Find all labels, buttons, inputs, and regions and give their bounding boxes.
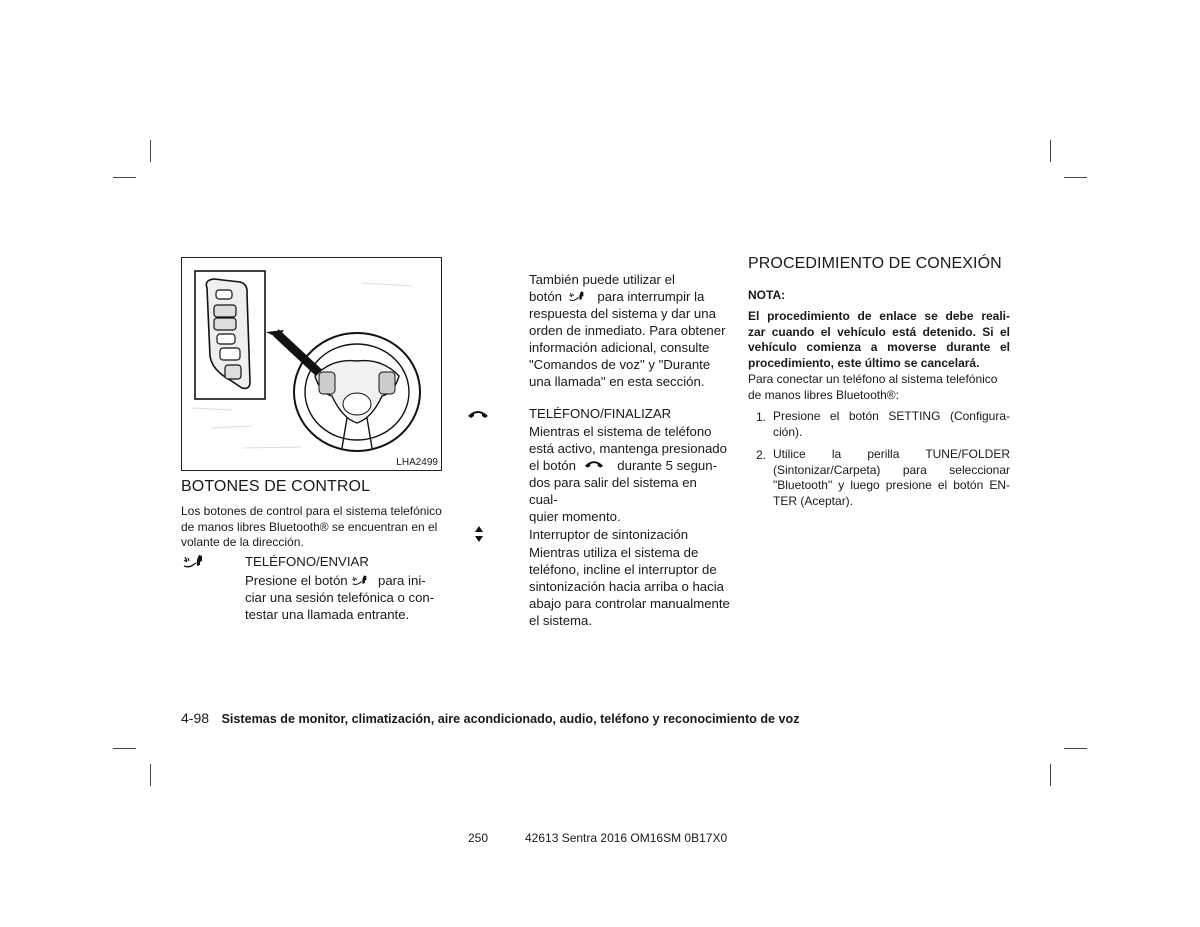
text: Utilice la perilla TUNE/FOLDER	[773, 447, 1010, 461]
text: durante 5 segun-	[617, 458, 717, 473]
text: "Comandos de voz" y "Durante	[529, 357, 711, 372]
chapter-title: Sistemas de monitor, climatización, aire acondicionado, audio, teléfono y reconocimiento de voz	[221, 712, 800, 726]
col3-intro	[748, 372, 1013, 403]
text: Mientras el sistema de teléfono	[529, 424, 712, 439]
nota-warning	[748, 309, 1010, 371]
text: Presione el botón	[245, 573, 348, 588]
intro-line: de manos libres Bluetooth® se encuentran en el	[181, 519, 438, 534]
crop-mark	[1050, 140, 1051, 162]
text: zar cuando el vehículo está detenido. Si el	[748, 324, 1010, 339]
item-title-telefono-enviar: TELÉFONO/ENVIAR	[245, 554, 369, 569]
text: Presione el botón SETTING (Configura-	[773, 409, 1010, 423]
crop-mark	[1064, 177, 1087, 178]
item-title-interruptor: Interruptor de sintonización	[529, 527, 689, 542]
steering-wheel-figure	[181, 257, 442, 471]
text: quier momento.	[529, 509, 621, 524]
text: procedimiento, este último se cancelará.	[748, 355, 980, 370]
intro-line: volante de la dirección.	[181, 535, 304, 549]
text: respuesta del sistema y dar una	[529, 306, 716, 321]
item-title-telefono-finalizar: TELÉFONO/FINALIZAR	[529, 406, 672, 421]
intro-line: Los botones de control para el sistema telefónico	[181, 504, 442, 518]
tune-switch-icon	[474, 526, 484, 542]
text: teléfono, incline el interruptor de	[529, 562, 717, 577]
text: vehículo comienza a moverse durante el	[748, 340, 1010, 354]
figure-label: LHA2499	[396, 457, 438, 468]
text: el sistema.	[529, 613, 593, 628]
text: TER (Aceptar).	[773, 493, 854, 508]
page-footer	[181, 710, 800, 728]
text: información adicional, consulte	[529, 340, 710, 355]
crop-mark	[150, 764, 151, 786]
phone-send-icon	[182, 553, 208, 569]
text: Para conectar un teléfono al sistema telefónico	[748, 372, 998, 386]
page-number: 4-98	[181, 710, 210, 726]
step-number: 1.	[756, 410, 767, 424]
text: para ini-	[378, 573, 426, 588]
phone-send-icon	[568, 289, 588, 303]
nota-label: NOTA:	[748, 288, 786, 302]
text: una llamada" en esta sección.	[529, 374, 705, 389]
text: dos para salir del sistema en cual-	[529, 475, 697, 507]
text: "Bluetooth" y luego presione el botón EN-	[773, 478, 1010, 492]
section-heading-botones: BOTONES DE CONTROL	[181, 478, 371, 495]
text: de manos libres Bluetooth®:	[748, 387, 899, 402]
col2-paragraph	[529, 271, 729, 390]
phone-send-icon	[351, 573, 371, 587]
section-heading-procedimiento: PROCEDIMIENTO DE CONEXIÓN	[748, 255, 1002, 272]
crop-mark	[113, 748, 136, 749]
document-code: 42613 Sentra 2016 OM16SM 0B17X0	[525, 831, 728, 845]
text: ciar una sesión telefónica o con-	[245, 590, 435, 605]
text: El procedimiento de enlace se debe reali-	[748, 309, 1010, 323]
crop-mark	[1050, 764, 1051, 786]
text: ción).	[773, 424, 803, 439]
sheet-number: 250	[468, 831, 489, 845]
text: está activo, mantenga presionado	[529, 441, 727, 456]
text: botón	[529, 289, 563, 304]
text: para interrumpir la	[597, 289, 705, 304]
text: abajo para controlar manualmente	[529, 596, 730, 611]
text: testar una llamada entrante.	[245, 607, 410, 622]
col1-intro	[181, 504, 446, 551]
step-2	[748, 447, 1010, 509]
item-body-telefono-enviar	[245, 572, 440, 623]
steering-wheel-controls-illustration	[182, 258, 441, 470]
crop-mark	[150, 140, 151, 162]
text: También puede utilizar el	[529, 272, 675, 287]
step-number: 2.	[756, 448, 767, 462]
step-1	[748, 409, 1010, 440]
text: orden de inmediato. Para obtener	[529, 323, 726, 338]
text: (Sintonizar/Carpeta) para seleccionar	[773, 462, 1010, 477]
phone-end-icon	[584, 459, 604, 469]
text: sintonización hacia arriba o hacia	[529, 579, 724, 594]
text: el botón	[529, 458, 576, 473]
item-body-telefono-finalizar	[529, 423, 729, 525]
text: Mientras utiliza el sistema de	[529, 545, 699, 560]
crop-mark	[1064, 748, 1087, 749]
phone-end-icon	[467, 409, 489, 419]
crop-mark	[113, 177, 136, 178]
item-body-interruptor	[529, 544, 734, 629]
